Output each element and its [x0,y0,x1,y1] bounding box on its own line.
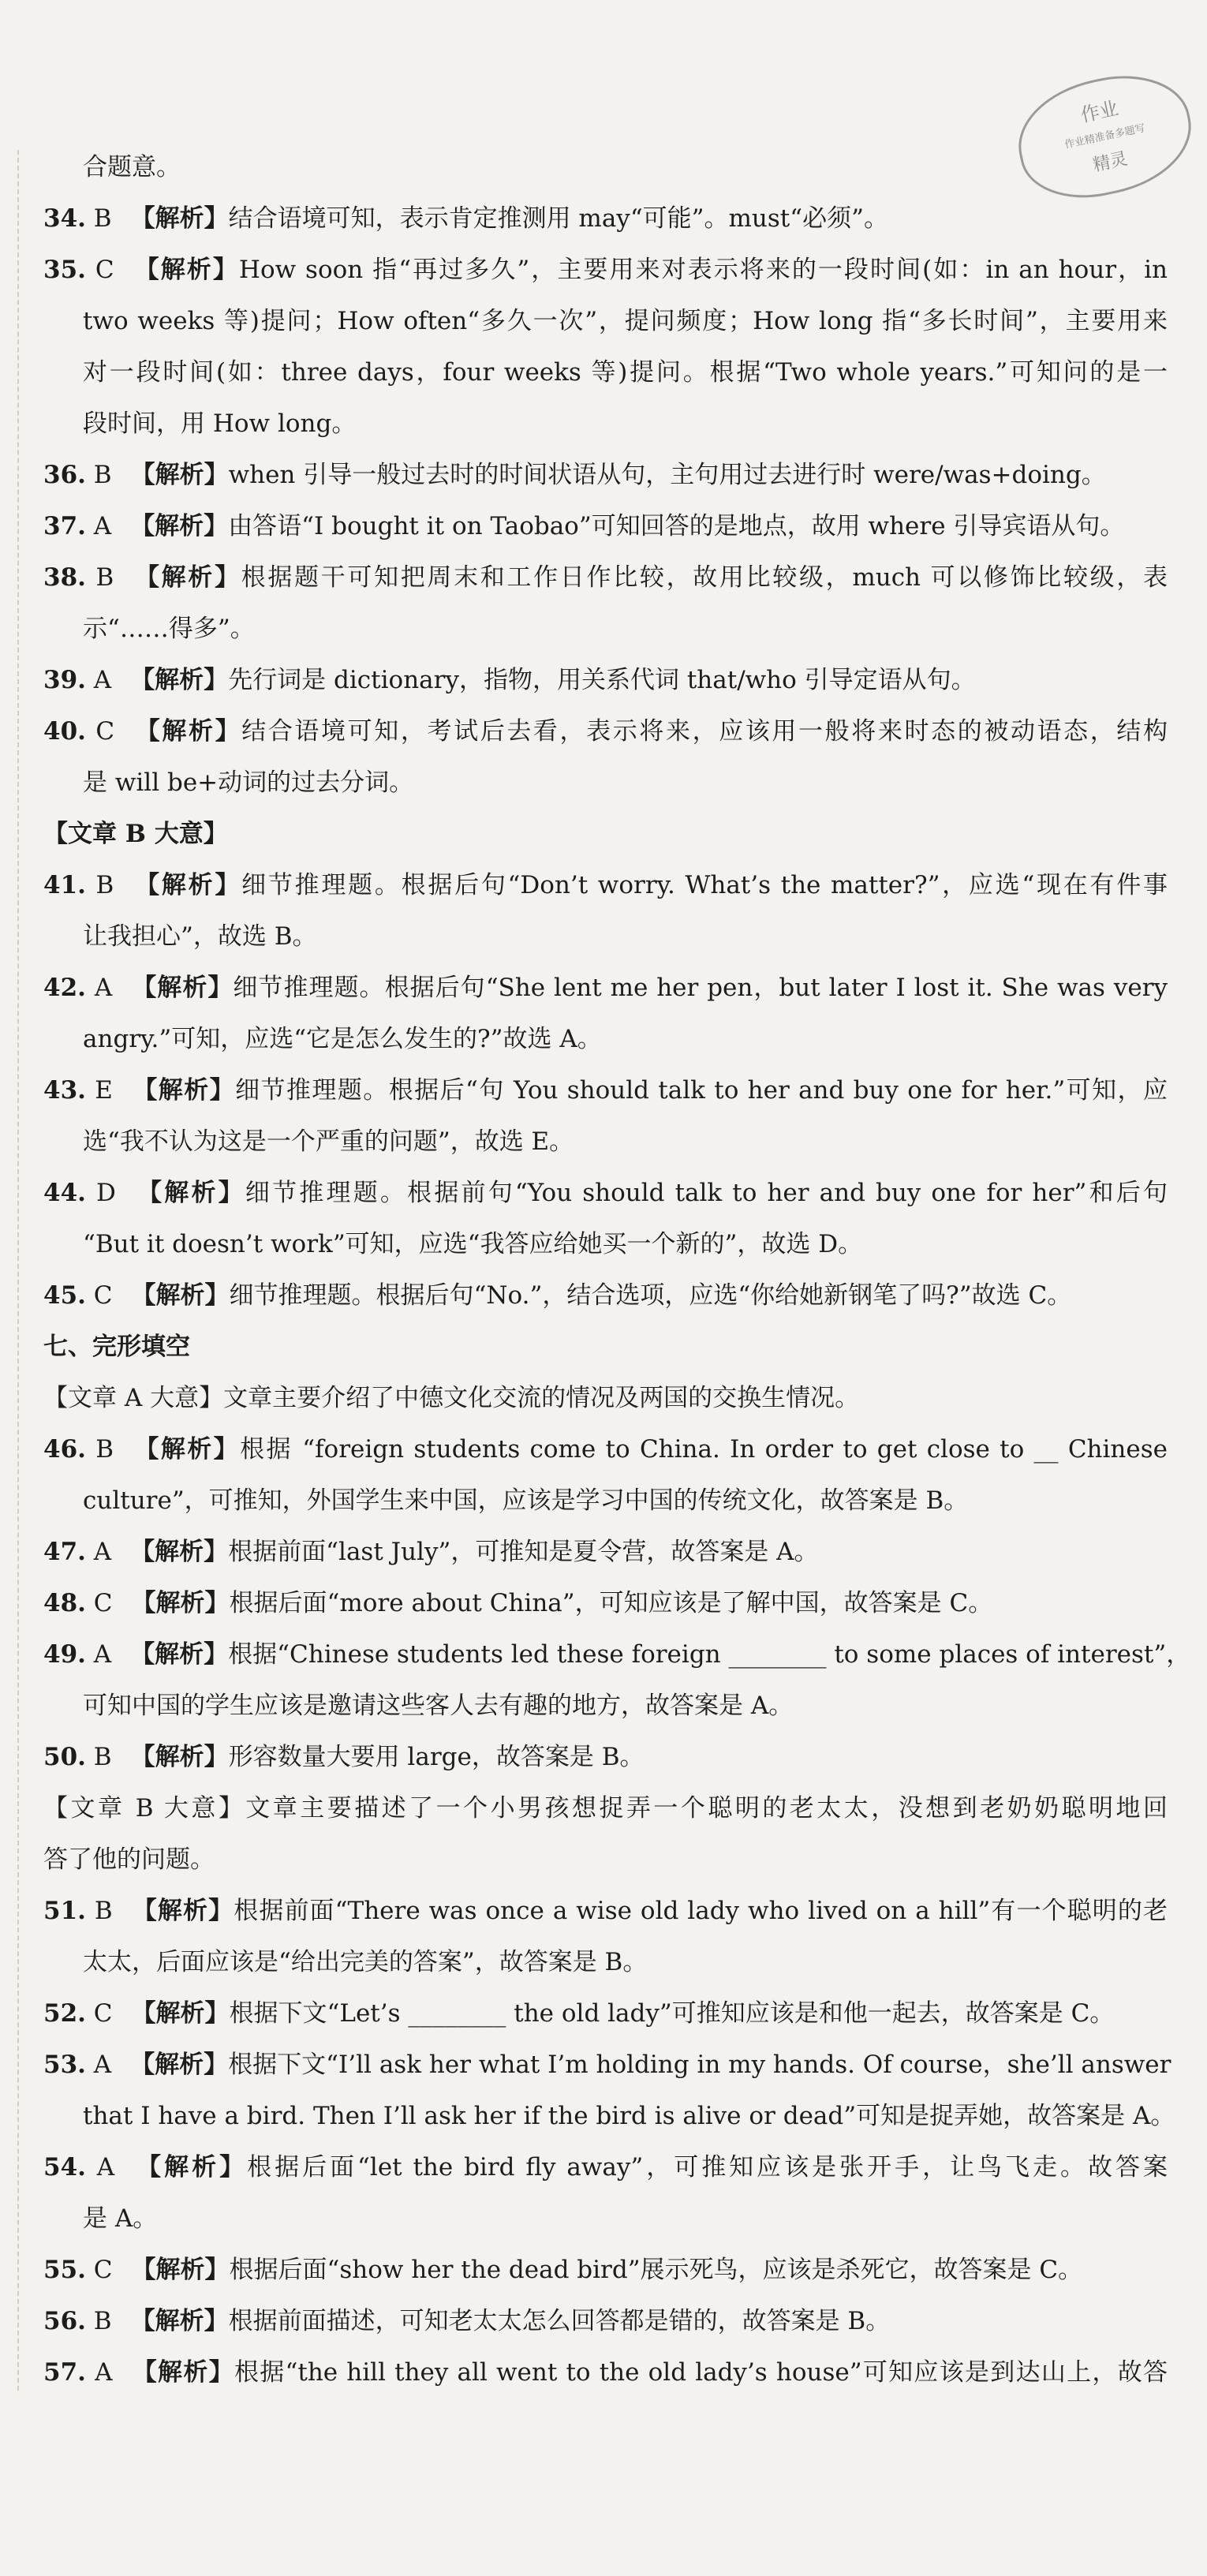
analysis-text: 合题意。 [83,153,181,181]
stamp-subtitle: 作业精准备多题写 [1063,122,1147,151]
question-number: 50. [43,1743,86,1771]
analysis-text: 根据后面“show her the dead bird”展示死鸟，应该是杀死它，故答案是 C。 [229,2256,1083,2284]
answer-letter: E [95,1076,113,1105]
analysis-text: 太太，后面应该是“给出完美的答案”，故答案是 B。 [83,1948,648,1976]
question-number: 44. [43,1179,86,1207]
answer-letter: A [93,2051,112,2079]
question-number: 42. [43,974,86,1002]
answer-letter: C [93,1999,113,2028]
analysis-text: 细节推理题。根据后“句 You should talk to her and buy one for her.”可知，应 [235,1076,1168,1105]
analysis-text: when 引导一般过去时的时间状语从句，主句用过去进行时 were/was+doing。 [228,461,1106,489]
analysis-label: 【解析】 [130,1538,229,1566]
answer-item-line [43,2245,1168,2296]
analysis-text: culture”，可推知，外国学生来中国，应该是学习中国的传统文化，故答案是 B。 [83,1486,969,1515]
continuation-line [43,1219,1168,1270]
answer-letter: A [94,974,113,1002]
question-number: 43. [43,1076,86,1105]
analysis-text: angry.”可知，应选“它是怎么发生的?”故选 A。 [83,1025,602,1053]
continuation-line [43,911,1168,963]
answer-item-line [43,245,1168,296]
continuation-line [43,1681,1168,1732]
answer-item-line [43,450,1168,501]
analysis-label: 【解析】 [130,1743,229,1771]
question-number: 53. [43,2051,86,2079]
question-number: 48. [43,1589,86,1617]
answer-letter: D [96,1179,116,1207]
continuation-line [43,296,1168,347]
analysis-text: 细节推理题。根据后句“She lent me her pen，but later I lost it. She was very [233,974,1168,1002]
analysis-text: 根据前面“last July”，可推知是夏令营，故答案是 A。 [228,1538,819,1566]
answer-letter: C [95,256,114,284]
analysis-text: 是 will be+动词的过去分词。 [83,768,414,797]
answer-item-line [43,2039,1172,2091]
answer-letter: C [95,717,115,746]
analysis-text: 根据后面“let the bird fly away”，可推知应该是张开手，让鸟飞走。故答案 [247,2153,1168,2182]
answer-item-line [43,860,1168,911]
answer-letter: A [93,512,112,540]
continuation-line [43,142,1168,193]
question-number: 37. [43,512,86,540]
question-number: 56. [43,2307,86,2335]
answer-letter: A [93,1640,112,1669]
answer-letter: B [93,461,112,489]
analysis-text: “But it doesn’t work”可知，应选“我答应给她买一个新的”，故选 D。 [83,1230,863,1258]
analysis-label: 【解析】 [131,2256,230,2284]
analysis-text: 细节推理题。根据后句“Don’t worry. What’s the matter?”，应选“现在有件事 [241,871,1168,899]
analysis-label: 【解析】 [130,1640,229,1669]
answer-letter: C [93,1281,113,1310]
answer-item-line [43,1065,1168,1116]
analysis-label: 【解析】 [130,666,229,694]
answer-item-line [43,193,1168,245]
question-number: 38. [43,563,86,592]
answer-letter: A [93,1538,112,1566]
analysis-text: 细节推理题。根据后句“No.”，结合选项，应选“你给她新钢笔了吗?”故选 C。 [229,1281,1072,1310]
passage-summary-line [43,1373,1168,1424]
analysis-text: 细节推理题。根据前句“You should talk to her and buy one for her”和后句 [245,1179,1168,1207]
analysis-text: 根据下文“Let’s ________ the old lady”可推知应该是和他一起去，故答案是 C。 [229,1999,1115,2028]
answer-item-line [43,1270,1168,1322]
analysis-text: 结合语境可知，考试后去看，表示将来，应该用一般将来时态的被动语态，结构 [241,717,1168,746]
analysis-label: 【解析】 [131,1897,234,1925]
answer-item-line [43,706,1168,757]
analysis-label: 【解析】 [130,2307,229,2335]
answer-item-line [43,2296,1168,2347]
analysis-text: How soon 指“再过多久”，主要用来对表示将来的一段时间(如：in an hour，in [238,256,1168,284]
answer-item-line [43,1168,1168,1219]
summary-label: 【文章 B 大意】 [43,1794,246,1823]
summary-text: 答了他的问题。 [43,1845,215,1874]
analysis-label: 【解析】 [133,256,239,284]
section-heading [43,1322,1168,1373]
summary-label: 【文章 A 大意】 [43,1384,224,1412]
question-number: 57. [43,2358,86,2387]
analysis-label: 【解析】 [133,717,242,746]
continuation-line [43,1937,1168,1988]
answer-item-line [43,1527,1168,1578]
analysis-label: 【解析】 [133,2153,248,2182]
answer-letter: B [95,563,114,592]
answer-item-line [43,552,1168,604]
question-number: 54. [43,2153,86,2182]
analysis-text: 结合语境可知，表示肯定推测用 may“可能”。must“必须”。 [228,204,888,233]
question-number: 34. [43,204,86,233]
analysis-label: 【解析】 [130,461,229,489]
analysis-text: 根据“the hill they all went to the old lady’s house”可知应该是到达山上，故答 [234,2358,1168,2387]
answer-letter: B [94,1897,113,1925]
answer-item-line [43,655,1168,706]
answer-letter: C [93,1589,113,1617]
answer-item-line [43,501,1168,552]
question-number: 35. [43,256,86,284]
continuation-line [43,1014,1168,1065]
analysis-label: 【解析】 [131,974,234,1002]
answer-letter: B [95,1435,114,1464]
analysis-text: 先行词是 dictionary，指物，用关系代词 that/who 引导定语从句。 [228,666,976,694]
answer-item-line [43,1988,1168,2039]
analysis-label: 【解析】 [133,1435,241,1464]
analysis-text: 根据前面“There was once a wise old lady who lived on a hill”有一个聪明的老 [234,1897,1168,1925]
answer-letter: B [95,871,114,899]
stamp-word: 精灵 [1091,148,1130,176]
analysis-text: 示“……得多”。 [83,615,255,643]
summary-text: 文章主要描述了一个小男孩想捉弄一个聪明的老太太，没想到老奶奶聪明地回 [245,1794,1168,1823]
analysis-text: that I have a bird. Then I’ll ask her if the bird is alive or dead”可知是捉弄她，故答案是 A。 [83,2102,1175,2130]
answer-item-line [43,1629,1191,1681]
analysis-label: 【解析】 [130,512,229,540]
continuation-line [43,1475,1168,1527]
analysis-label: 【解析】 [131,1999,230,2028]
question-number: 40. [43,717,86,746]
analysis-label: 【解析】 [130,204,229,233]
analysis-text: 根据前面描述，可知老太太怎么回答都是错的，故答案是 B。 [228,2307,891,2335]
answer-letter: A [96,2153,115,2182]
analysis-text: 让我担心”，故选 B。 [83,922,317,951]
answer-letter: C [93,2256,113,2284]
analysis-text: two weeks 等)提问；How often“多久一次”，提问频度；How long 指“多长时间”，主要用来 [83,307,1168,335]
question-number: 46. [43,1435,86,1464]
analysis-label: 【解析】 [131,1281,230,1310]
answer-letter: A [95,2358,113,2387]
analysis-label: 【解析】 [131,1076,236,1105]
stamp-title: 作业 [1078,97,1121,127]
answer-item-line [43,2142,1168,2193]
analysis-label: 【解析】 [134,1179,245,1207]
question-number: 41. [43,871,86,899]
answer-item-line [43,1578,1168,1629]
analysis-label: 【解析】 [133,871,242,899]
analysis-label: 【解析】 [133,563,241,592]
heading-text: 七、完形填空 [43,1333,190,1361]
question-number: 36. [43,461,86,489]
analysis-text: 选“我不认为这是一个严重的问题”，故选 E。 [83,1127,574,1156]
analysis-text: 段时间，用 How long。 [83,409,357,438]
analysis-text: 根据后面“more about China”，可知应该是了解中国，故答案是 C。 [229,1589,993,1617]
analysis-text: 由答语“I bought it on Taobao”可知回答的是地点，故用 where 引导宾语从句。 [228,512,1125,540]
question-number: 49. [43,1640,86,1669]
analysis-text: 根据 “foreign students come to China. In order to get close to __ Chinese [240,1435,1168,1464]
answer-letter: B [93,1743,112,1771]
continuation-line [43,604,1168,655]
analysis-label: 【解析】 [131,1589,230,1617]
continuation-line [43,2193,1168,2245]
analysis-text: 可知中国的学生应该是邀请这些客人去有趣的地方，故答案是 A。 [83,1692,794,1720]
heading-text: 【文章 B 大意】 [43,820,228,848]
continuation-line [43,1834,1168,1886]
question-number: 55. [43,2256,86,2284]
answer-letter: B [93,204,112,233]
continuation-line [43,1116,1168,1168]
continuation-line [43,757,1168,809]
analysis-text: 根据“Chinese students led these foreign ________ to some places of interest”， [228,1640,1191,1669]
analysis-label: 【解析】 [131,2358,234,2387]
answer-letter: A [93,666,112,694]
question-number: 39. [43,666,86,694]
answer-item-line [43,963,1168,1014]
summary-text: 文章主要介绍了中德文化交流的情况及两国的交换生情况。 [223,1384,860,1412]
analysis-text: 是 A。 [83,2204,158,2233]
analysis-label: 【解析】 [130,2051,229,2079]
continuation-line [43,347,1168,398]
question-number: 45. [43,1281,86,1310]
analysis-text: 形容数量大要用 large，故答案是 B。 [228,1743,645,1771]
answer-item-line [43,1732,1168,1783]
section-heading [43,809,1168,860]
analysis-text: 根据题干可知把周末和工作日作比较，故用比较级，much 可以修饰比较级，表 [241,563,1168,592]
answer-item-line [43,1424,1168,1475]
question-number: 51. [43,1897,86,1925]
binding-margin-line [17,150,19,2391]
analysis-text: 对一段时间(如：three days，four weeks 等)提问。根据“Two whole years.”可知问的是一 [83,358,1168,387]
answer-item-line [43,2347,1168,2398]
answer-letter: B [93,2307,112,2335]
continuation-line [43,398,1168,450]
passage-summary-line [43,1783,1168,1834]
answer-item-line [43,1886,1168,1937]
analysis-text: 根据下文“I’ll ask her what I’m holding in my hands. Of course，she’ll answer [228,2051,1172,2079]
continuation-line [43,2091,1175,2142]
answer-explanations [43,142,1191,2398]
question-number: 52. [43,1999,86,2028]
question-number: 47. [43,1538,86,1566]
